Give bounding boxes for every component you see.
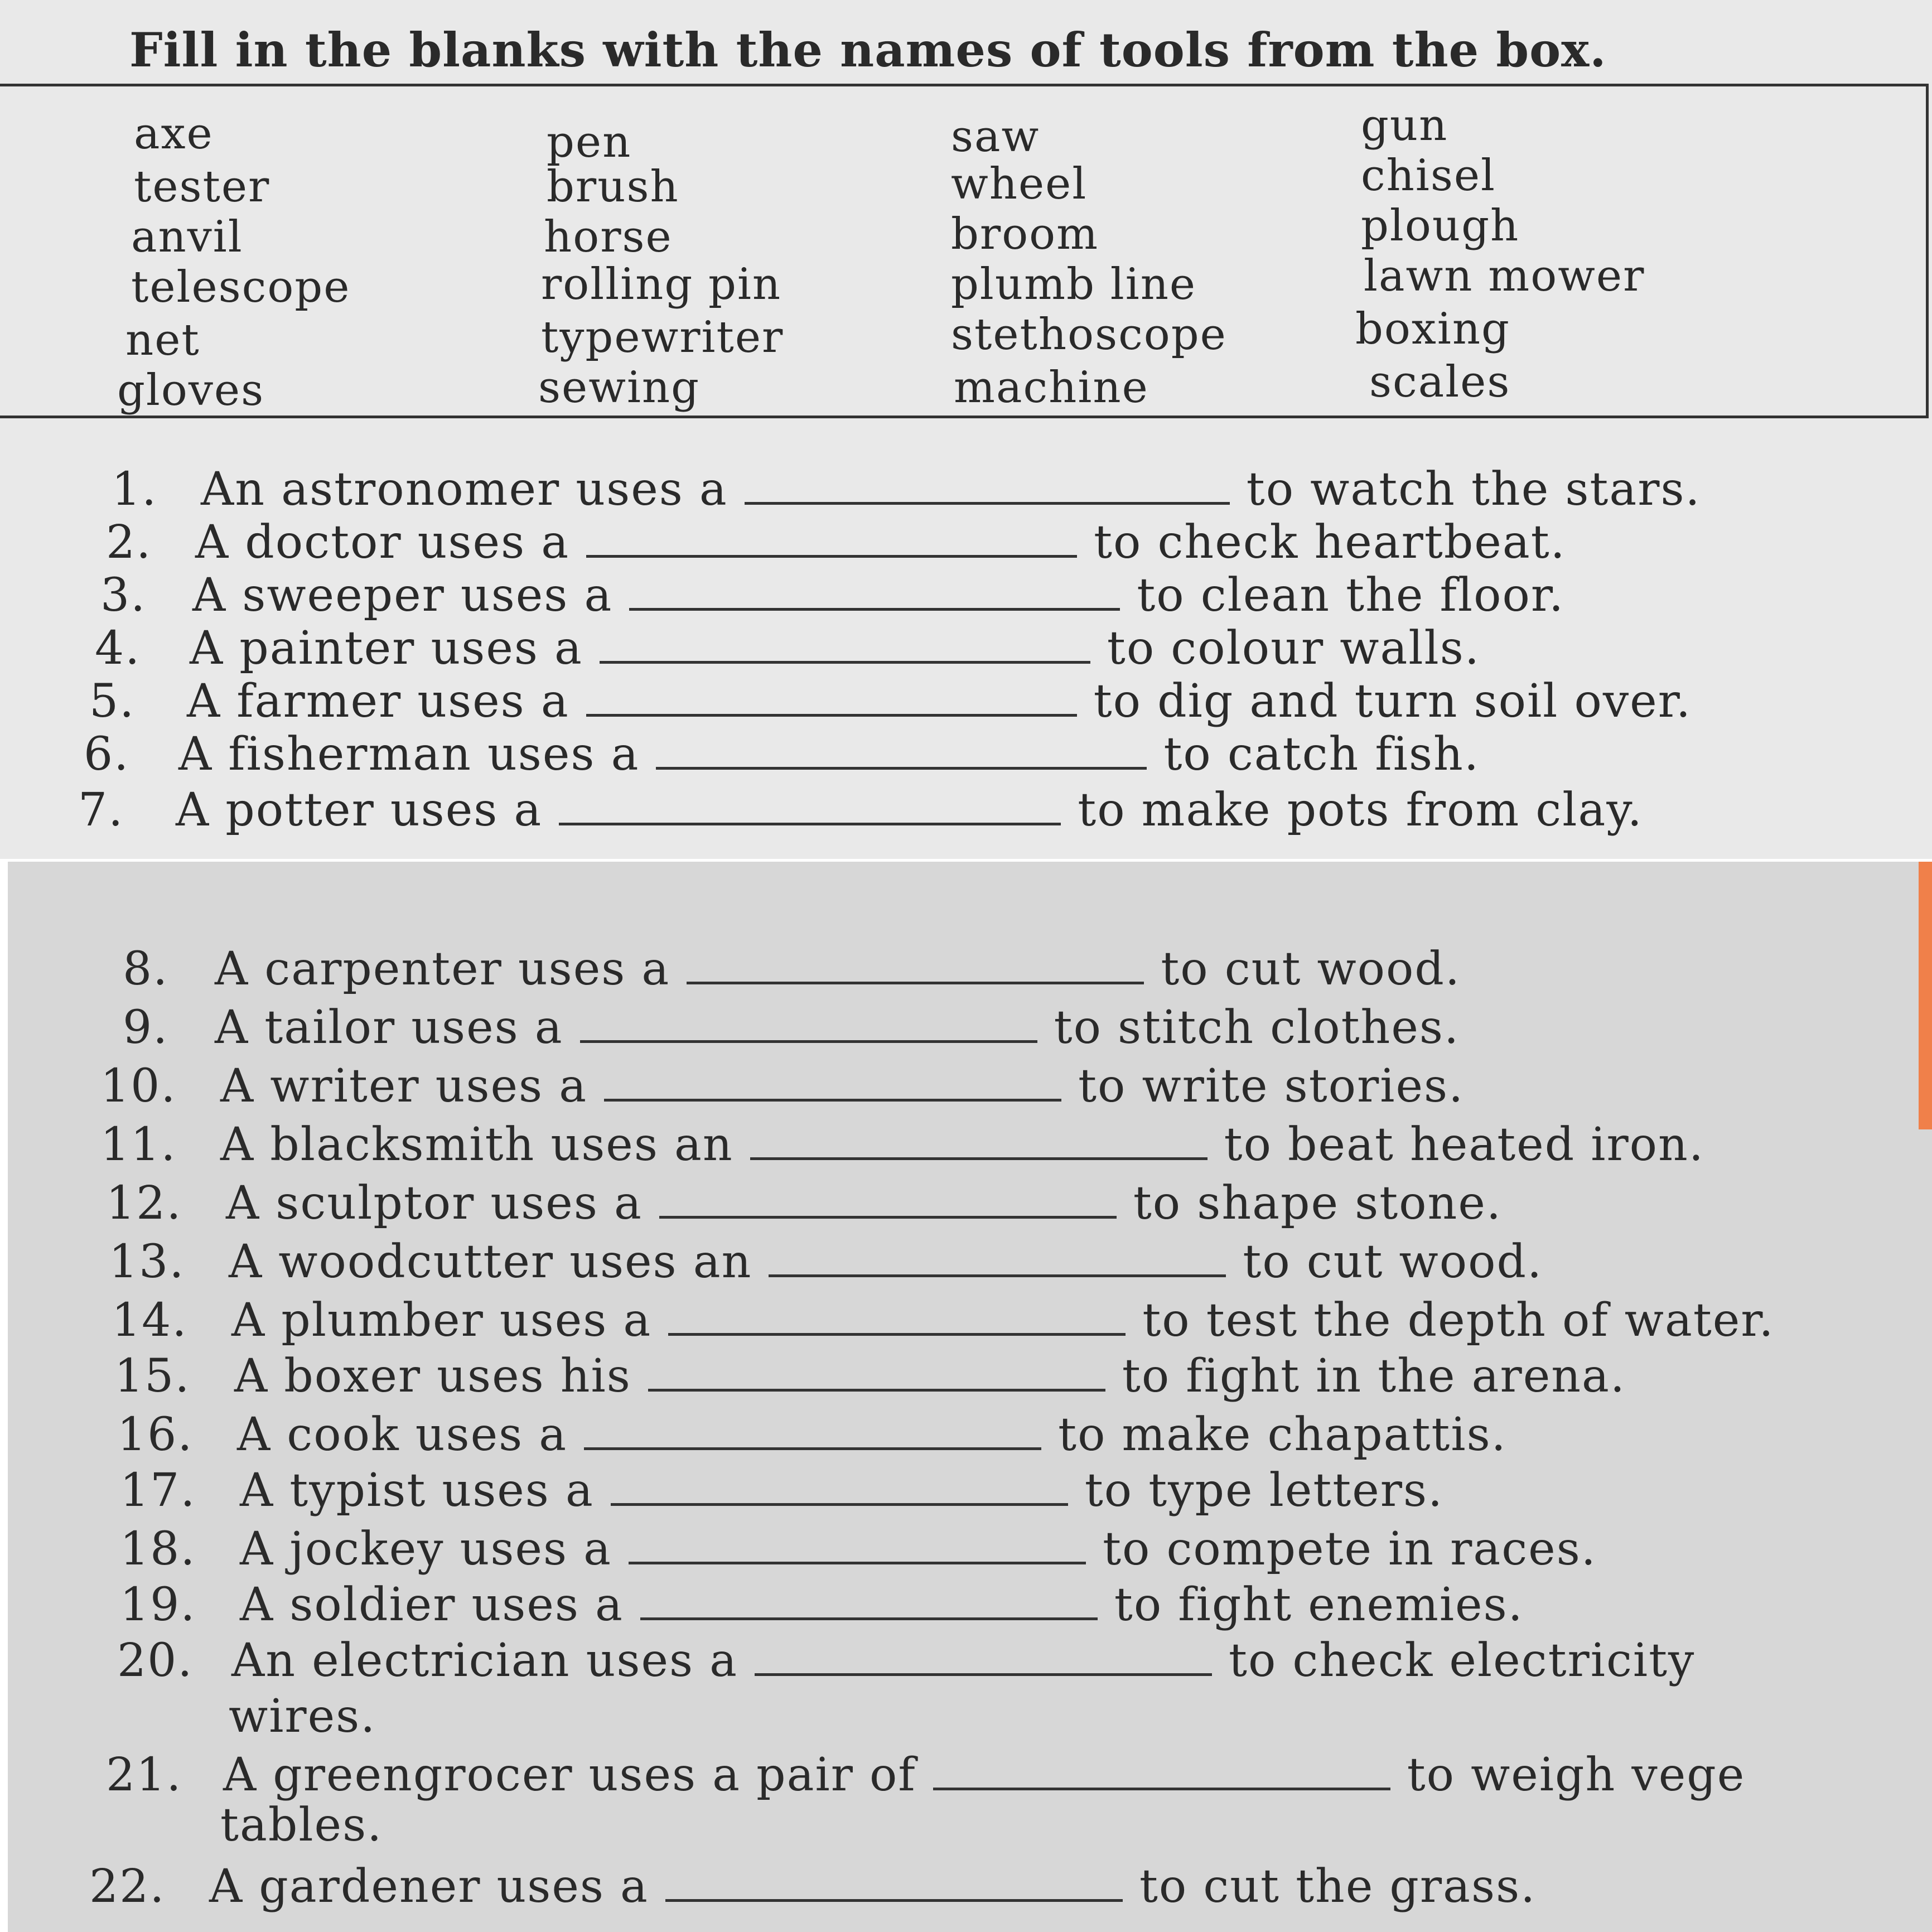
answer-blank[interactable]: [659, 1194, 1117, 1219]
answer-blank[interactable]: [586, 533, 1077, 558]
box-word: brush: [547, 162, 679, 212]
question-text: A soldier uses a: [240, 1578, 624, 1631]
box-word: chisel: [1361, 151, 1496, 201]
box-word: machine: [954, 363, 1149, 413]
question-text: A plumber uses a: [231, 1294, 652, 1347]
question-item: [84, 728, 1480, 781]
question-number: 20.: [117, 1634, 194, 1687]
question-ending: to write stories.: [1078, 1060, 1465, 1113]
question-text: A gardener uses a: [209, 1860, 649, 1913]
answer-blank[interactable]: [604, 1076, 1061, 1102]
box-word: plough: [1361, 201, 1520, 251]
question-item: [95, 622, 1480, 675]
question-item: [100, 569, 1564, 622]
question-item: [89, 1860, 1536, 1913]
question-item: [106, 1177, 1502, 1230]
page-edge-strip: [1919, 862, 1932, 1129]
box-word: stethoscope: [951, 310, 1227, 360]
question-item: [109, 1235, 1543, 1288]
question-ending: to beat heated iron.: [1224, 1118, 1704, 1171]
question-number: 19.: [120, 1578, 196, 1631]
answer-blank[interactable]: [750, 1135, 1208, 1160]
box-word: gloves: [117, 365, 265, 416]
question-item: [114, 1350, 1626, 1403]
box-word: typewriter: [541, 312, 784, 363]
question-item: [106, 1749, 1745, 1801]
question-number: 13.: [109, 1235, 185, 1288]
question-item: [120, 1523, 1597, 1576]
question-text: A jockey uses a: [240, 1523, 612, 1576]
question-text: A painter uses a: [190, 622, 583, 675]
answer-blank[interactable]: [745, 480, 1230, 505]
box-word: lawn mower: [1364, 251, 1645, 301]
box-word: horse: [544, 212, 673, 262]
question-text: A tailor uses a: [215, 1001, 563, 1054]
answer-blank[interactable]: [656, 745, 1147, 770]
question-item: [100, 1118, 1704, 1171]
answer-blank[interactable]: [586, 692, 1077, 717]
question-number: 4.: [95, 622, 141, 675]
box-word: wheel: [951, 159, 1088, 209]
box-word: gun: [1361, 100, 1448, 151]
box-word: net: [125, 315, 200, 365]
question-text: A potter uses a: [176, 784, 543, 837]
question-ending: to watch the stars.: [1246, 463, 1701, 516]
question-text: A woodcutter uses an: [229, 1235, 752, 1288]
question-number: 21.: [106, 1749, 182, 1801]
box-word: tester: [134, 162, 271, 212]
question-ending: to clean the floor.: [1137, 569, 1565, 622]
question-text: A greengrocer uses a pair of: [223, 1749, 916, 1801]
question-text: An astronomer uses a: [201, 463, 728, 516]
question-ending: to shape stone.: [1133, 1177, 1502, 1230]
question-continuation: tables.: [220, 1799, 383, 1852]
question-number: 17.: [120, 1464, 196, 1517]
question-item: [106, 516, 1566, 569]
question-ending: to cut wood.: [1161, 943, 1461, 996]
answer-blank[interactable]: [611, 1481, 1068, 1506]
question-ending: to stitch clothes.: [1054, 1001, 1460, 1054]
answer-blank[interactable]: [600, 639, 1090, 664]
question-item: [120, 1578, 1524, 1631]
question-ending: to compete in races.: [1103, 1523, 1597, 1576]
question-text: A typist uses a: [240, 1464, 594, 1517]
question-number: 16.: [117, 1408, 194, 1461]
question-ending: to make chapattis.: [1058, 1408, 1507, 1461]
question-number: 1.: [112, 463, 158, 516]
question-item: [117, 1408, 1507, 1461]
question-ending: to cut wood.: [1243, 1235, 1543, 1288]
question-text: A sweeper uses a: [192, 569, 613, 622]
box-word: pen: [547, 117, 632, 167]
question-number: 10.: [100, 1060, 177, 1113]
question-item: [120, 1464, 1443, 1517]
answer-blank[interactable]: [640, 1595, 1098, 1620]
question-text: A farmer uses a: [187, 675, 569, 728]
question-continuation: wires.: [229, 1690, 376, 1743]
box-word: boxing: [1355, 304, 1510, 354]
answer-blank[interactable]: [629, 1539, 1086, 1564]
question-text: A sculptor uses a: [226, 1177, 643, 1230]
question-ending: to catch fish.: [1163, 728, 1480, 781]
question-text: A doctor uses a: [195, 516, 570, 569]
question-number: 3.: [100, 569, 147, 622]
question-number: 15.: [114, 1350, 191, 1403]
question-number: 6.: [84, 728, 130, 781]
question-number: 8.: [123, 943, 169, 996]
question-ending: to fight in the arena.: [1122, 1350, 1626, 1403]
question-item: [112, 463, 1701, 516]
question-number: 18.: [120, 1523, 196, 1576]
question-ending: to check electricity: [1229, 1634, 1696, 1687]
box-word: axe: [134, 109, 214, 159]
question-ending: to type letters.: [1084, 1464, 1444, 1517]
question-item: [112, 1294, 1775, 1347]
exercise-title: Fill in the blanks with the names of tools from the box.: [129, 22, 1607, 78]
answer-blank[interactable]: [665, 1877, 1123, 1902]
answer-blank[interactable]: [580, 1018, 1037, 1043]
question-text: A fisherman uses a: [178, 728, 640, 781]
question-number: 14.: [112, 1294, 188, 1347]
question-ending: to weigh vege: [1407, 1749, 1746, 1801]
answer-blank[interactable]: [668, 1311, 1126, 1336]
answer-blank[interactable]: [559, 800, 1061, 825]
question-number: 9.: [123, 1001, 169, 1054]
question-number: 7.: [78, 784, 124, 837]
question-ending: to check heartbeat.: [1094, 516, 1566, 569]
answer-blank[interactable]: [584, 1425, 1041, 1450]
question-item: [117, 1634, 1695, 1687]
answer-blank[interactable]: [933, 1765, 1390, 1790]
box-word: telescope: [131, 262, 351, 312]
question-text: A writer uses a: [220, 1060, 588, 1113]
question-ending: to dig and turn soil over.: [1093, 675, 1692, 728]
answer-blank[interactable]: [687, 959, 1144, 984]
question-number: 12.: [106, 1177, 182, 1230]
question-number: 2.: [106, 516, 152, 569]
question-ending: to fight enemies.: [1114, 1578, 1524, 1631]
answer-blank[interactable]: [648, 1366, 1105, 1392]
answer-blank[interactable]: [755, 1651, 1212, 1676]
question-item: [78, 784, 1643, 837]
answer-blank[interactable]: [629, 586, 1120, 611]
question-text: An electrician uses a: [231, 1634, 738, 1687]
box-word: broom: [951, 209, 1099, 259]
question-item: [123, 1001, 1460, 1054]
question-number: 11.: [100, 1118, 177, 1171]
question-item: [123, 943, 1461, 996]
box-word: rolling pin: [541, 259, 782, 310]
question-text: A blacksmith uses an: [220, 1118, 733, 1171]
question-number: 5.: [89, 675, 136, 728]
question-number: 22.: [89, 1860, 166, 1913]
question-ending: to make pots from clay.: [1078, 784, 1643, 837]
question-item: [100, 1060, 1464, 1113]
question-text: A carpenter uses a: [215, 943, 670, 996]
question-ending: to test the depth of water.: [1142, 1294, 1775, 1347]
question-item: [89, 675, 1692, 728]
question-ending: to colour walls.: [1107, 622, 1480, 675]
question-text: A boxer uses his: [234, 1350, 631, 1403]
box-word: saw: [951, 112, 1040, 162]
box-word: sewing: [538, 363, 701, 413]
box-word: anvil: [131, 212, 243, 262]
box-word: plumb line: [951, 259, 1197, 310]
question-text: A cook uses a: [237, 1408, 568, 1461]
question-ending: to cut the grass.: [1139, 1860, 1537, 1913]
answer-blank[interactable]: [769, 1252, 1226, 1277]
box-word: scales: [1369, 357, 1511, 407]
